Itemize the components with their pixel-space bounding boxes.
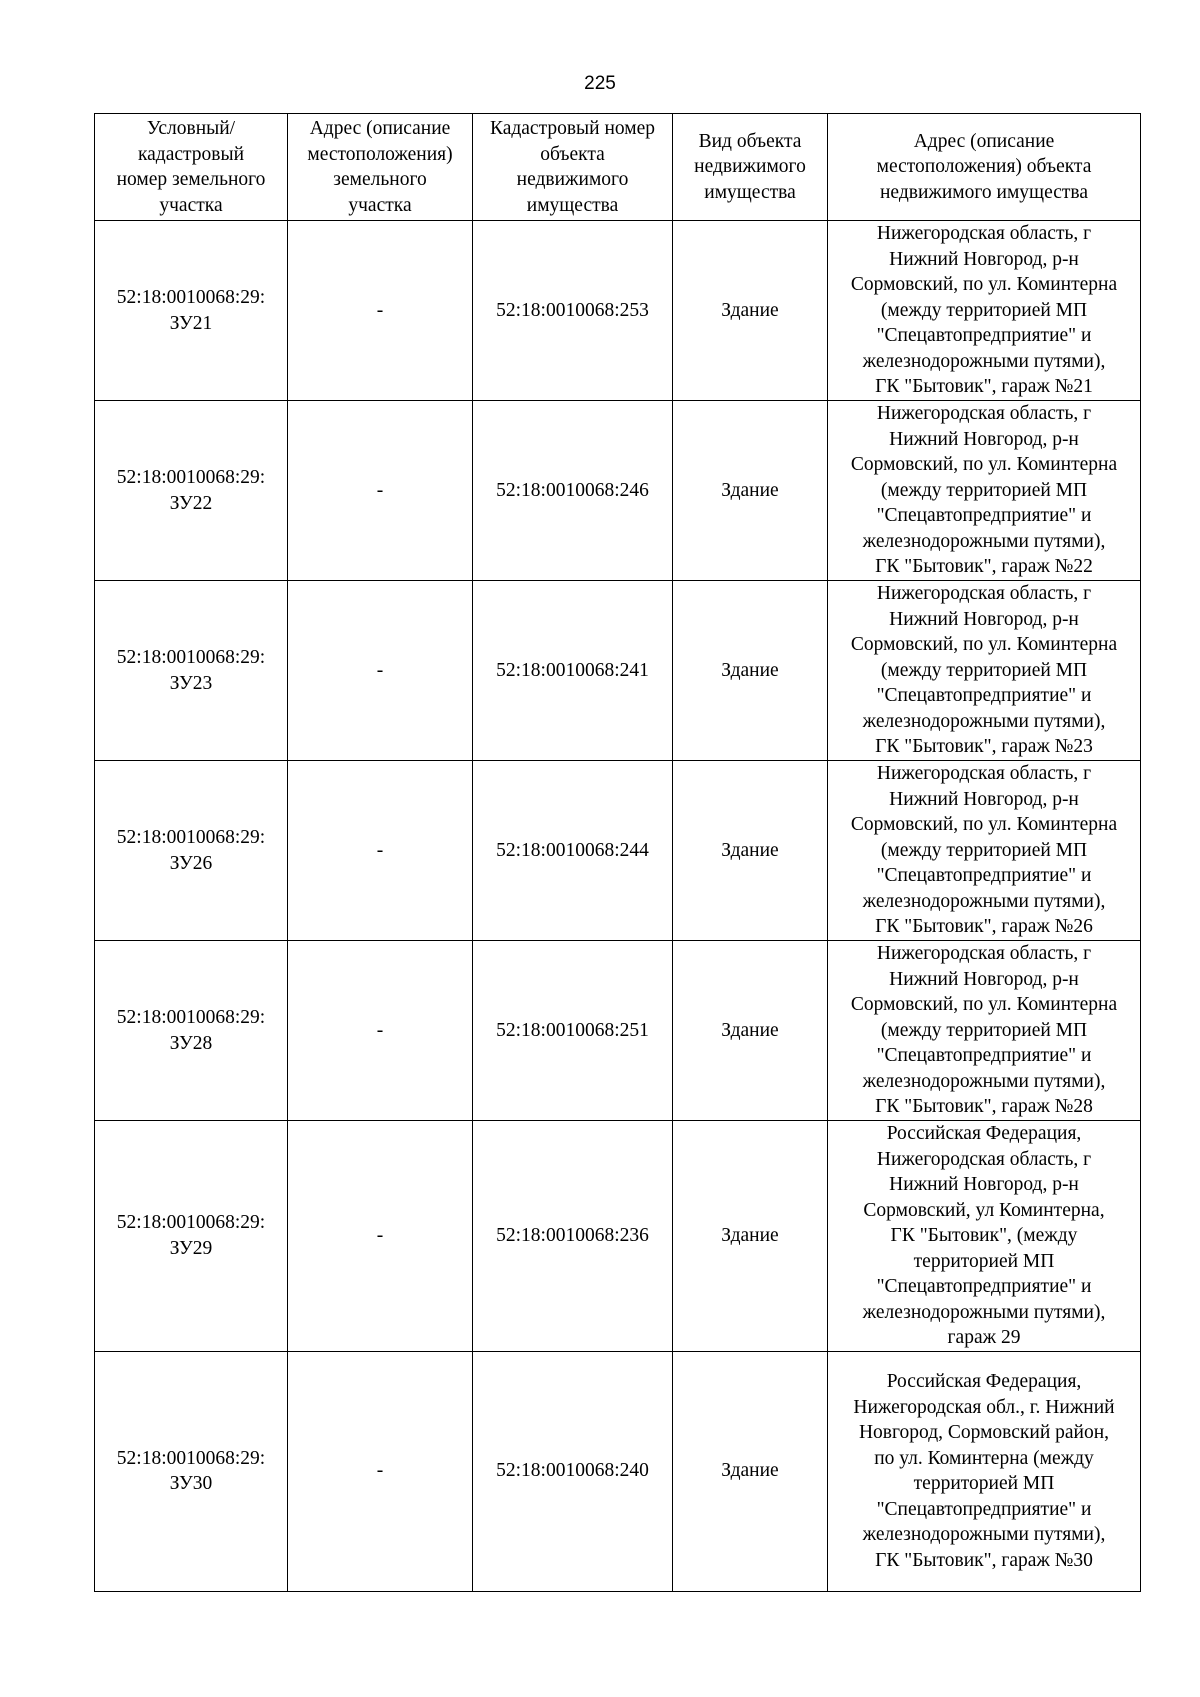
header-plot-address: Адрес (описание местоположения) земельного участка (288, 114, 473, 221)
plot-address-cell: - (288, 1351, 473, 1591)
object-cadastral-cell: 52:18:0010068:251 (473, 941, 673, 1121)
plot-number-cell: 52:18:0010068:29: ЗУ22 (95, 401, 288, 581)
plot-number-cell: 52:18:0010068:29: ЗУ29 (95, 1121, 288, 1352)
object-type-cell: Здание (673, 401, 828, 581)
object-cadastral-cell: 52:18:0010068:236 (473, 1121, 673, 1352)
table-row (95, 401, 1141, 581)
object-type-cell: Здание (673, 761, 828, 941)
plot-address-cell: - (288, 1121, 473, 1352)
header-plot-number: Условный/ кадастровый номер земельного участка (95, 114, 288, 221)
object-type-cell: Здание (673, 581, 828, 761)
header-object-cadastral-number: Кадастровый номер объекта недвижимого имущества (473, 114, 673, 221)
object-cadastral-cell: 52:18:0010068:241 (473, 581, 673, 761)
plot-number-cell: 52:18:0010068:29: ЗУ28 (95, 941, 288, 1121)
plot-number-cell: 52:18:0010068:29: ЗУ26 (95, 761, 288, 941)
plot-address-cell: - (288, 941, 473, 1121)
table-row (95, 581, 1141, 761)
object-address-cell: Нижегородская область, г Нижний Новгород, р-н Сормовский, по ул. Коминтерна (между территорией МП "Спецавтопредприятие" и железнодорожными путями), ГК "Бытовик", гараж №23 (828, 581, 1141, 761)
plot-address-cell: - (288, 401, 473, 581)
object-type-cell: Здание (673, 1121, 828, 1352)
table-row (95, 1351, 1141, 1591)
object-address-cell: Российская Федерация, Нижегородская область, г Нижний Новгород, р-н Сормовский, ул Коминтерна, ГК "Бытовик", (между территорией МП "Спецавтопредприятие" и железнодорожными путями), гараж 29 (828, 1121, 1141, 1352)
object-type-cell: Здание (673, 941, 828, 1121)
object-address-cell: Нижегородская область, г Нижний Новгород, р-н Сормовский, по ул. Коминтерна (между территорией МП "Спецавтопредприятие" и железнодорожными путями), ГК "Бытовик", гараж №22 (828, 401, 1141, 581)
plot-address-cell: - (288, 221, 473, 401)
table-row (95, 761, 1141, 941)
object-address-cell: Нижегородская область, г Нижний Новгород, р-н Сормовский, по ул. Коминтерна (между территорией МП "Спецавтопредприятие" и железнодорожными путями), ГК "Бытовик", гараж №21 (828, 221, 1141, 401)
object-cadastral-cell: 52:18:0010068:240 (473, 1351, 673, 1591)
table-row (95, 1121, 1141, 1352)
plot-address-cell: - (288, 581, 473, 761)
table-row (95, 941, 1141, 1121)
object-address-cell: Нижегородская область, г Нижний Новгород, р-н Сормовский, по ул. Коминтерна (между территорией МП "Спецавтопредприятие" и железнодорожными путями), ГК "Бытовик", гараж №28 (828, 941, 1141, 1121)
plot-number-cell: 52:18:0010068:29: ЗУ23 (95, 581, 288, 761)
object-address-cell: Нижегородская область, г Нижний Новгород, р-н Сормовский, по ул. Коминтерна (между территорией МП "Спецавтопредприятие" и железнодорожными путями), ГК "Бытовик", гараж №26 (828, 761, 1141, 941)
header-object-address: Адрес (описание местоположения) объекта недвижимого имущества (828, 114, 1141, 221)
plot-number-cell: 52:18:0010068:29: ЗУ21 (95, 221, 288, 401)
object-type-cell: Здание (673, 1351, 828, 1591)
object-cadastral-cell: 52:18:0010068:253 (473, 221, 673, 401)
object-cadastral-cell: 52:18:0010068:244 (473, 761, 673, 941)
header-object-type: Вид объекта недвижимого имущества (673, 114, 828, 221)
object-cadastral-cell: 52:18:0010068:246 (473, 401, 673, 581)
plot-address-cell: - (288, 761, 473, 941)
plot-number-cell: 52:18:0010068:29: ЗУ30 (95, 1351, 288, 1591)
page-number: 225 (584, 73, 616, 94)
object-type-cell: Здание (673, 221, 828, 401)
object-address-cell: Российская Федерация, Нижегородская обл., г. Нижний Новгород, Сормовский район, по ул. Коминтерна (между территорией МП "Спецавтопредприятие" и железнодорожными путями), ГК "Бытовик", гараж №30 (828, 1351, 1141, 1591)
table-row (95, 221, 1141, 401)
table-header-row (95, 114, 1141, 221)
property-registry-table (94, 113, 1141, 1592)
